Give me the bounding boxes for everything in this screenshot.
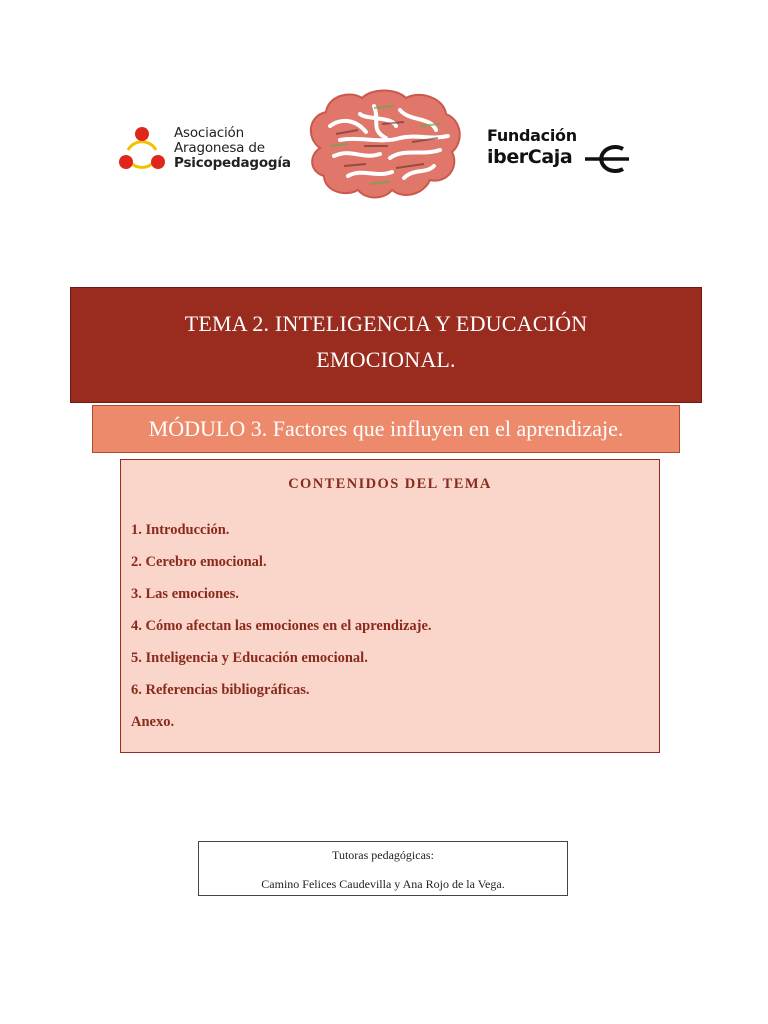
contents-item: 5. Inteligencia y Educación emocional. bbox=[131, 650, 368, 666]
contents-heading: CONTENIDOS DEL TEMA bbox=[288, 476, 492, 492]
aap-line-3: Psicopedagogía bbox=[174, 155, 291, 171]
contents-item: 4. Cómo afectan las emociones en el aprendizaje. bbox=[131, 618, 432, 634]
contents-item: Anexo. bbox=[131, 714, 175, 730]
ibercaja-line-1: Fundación bbox=[487, 126, 577, 145]
topic-title-line-1: TEMA 2. INTELIGENCIA Y EDUCACIÓN bbox=[184, 311, 588, 336]
contents-panel bbox=[120, 459, 660, 753]
contents-item: 3. Las emociones. bbox=[131, 586, 239, 602]
ibercaja-line-2: iberCaja bbox=[487, 146, 573, 168]
contents-item: 1. Introducción. bbox=[131, 522, 230, 538]
aap-line-1: Asociación bbox=[174, 125, 244, 141]
topic-title-line-2: EMOCIONAL. bbox=[316, 347, 456, 372]
ibercaja-e-mark-icon bbox=[585, 144, 633, 174]
contents-item: 2. Cerebro emocional. bbox=[131, 554, 267, 570]
tutors-names: Camino Felices Caudevilla y Ana Rojo de la Vega. bbox=[261, 877, 505, 891]
module-banner: MÓDULO 3. Factores que influyen en el aprendizaje. bbox=[92, 405, 680, 453]
tutors-label: Tutoras pedagógicas: bbox=[332, 848, 434, 862]
aap-logo bbox=[118, 124, 291, 176]
topic-title-banner bbox=[70, 287, 702, 403]
aap-line-2: Aragonesa de bbox=[174, 140, 265, 156]
ibercaja-logo bbox=[487, 126, 637, 176]
aap-logo-text bbox=[174, 126, 291, 171]
contents-list bbox=[131, 520, 432, 744]
brain-word-cloud-icon bbox=[300, 86, 468, 206]
aap-dots-icon bbox=[118, 126, 166, 172]
contents-item: 6. Referencias bibliográficas. bbox=[131, 682, 310, 698]
tutors-box bbox=[198, 841, 568, 896]
